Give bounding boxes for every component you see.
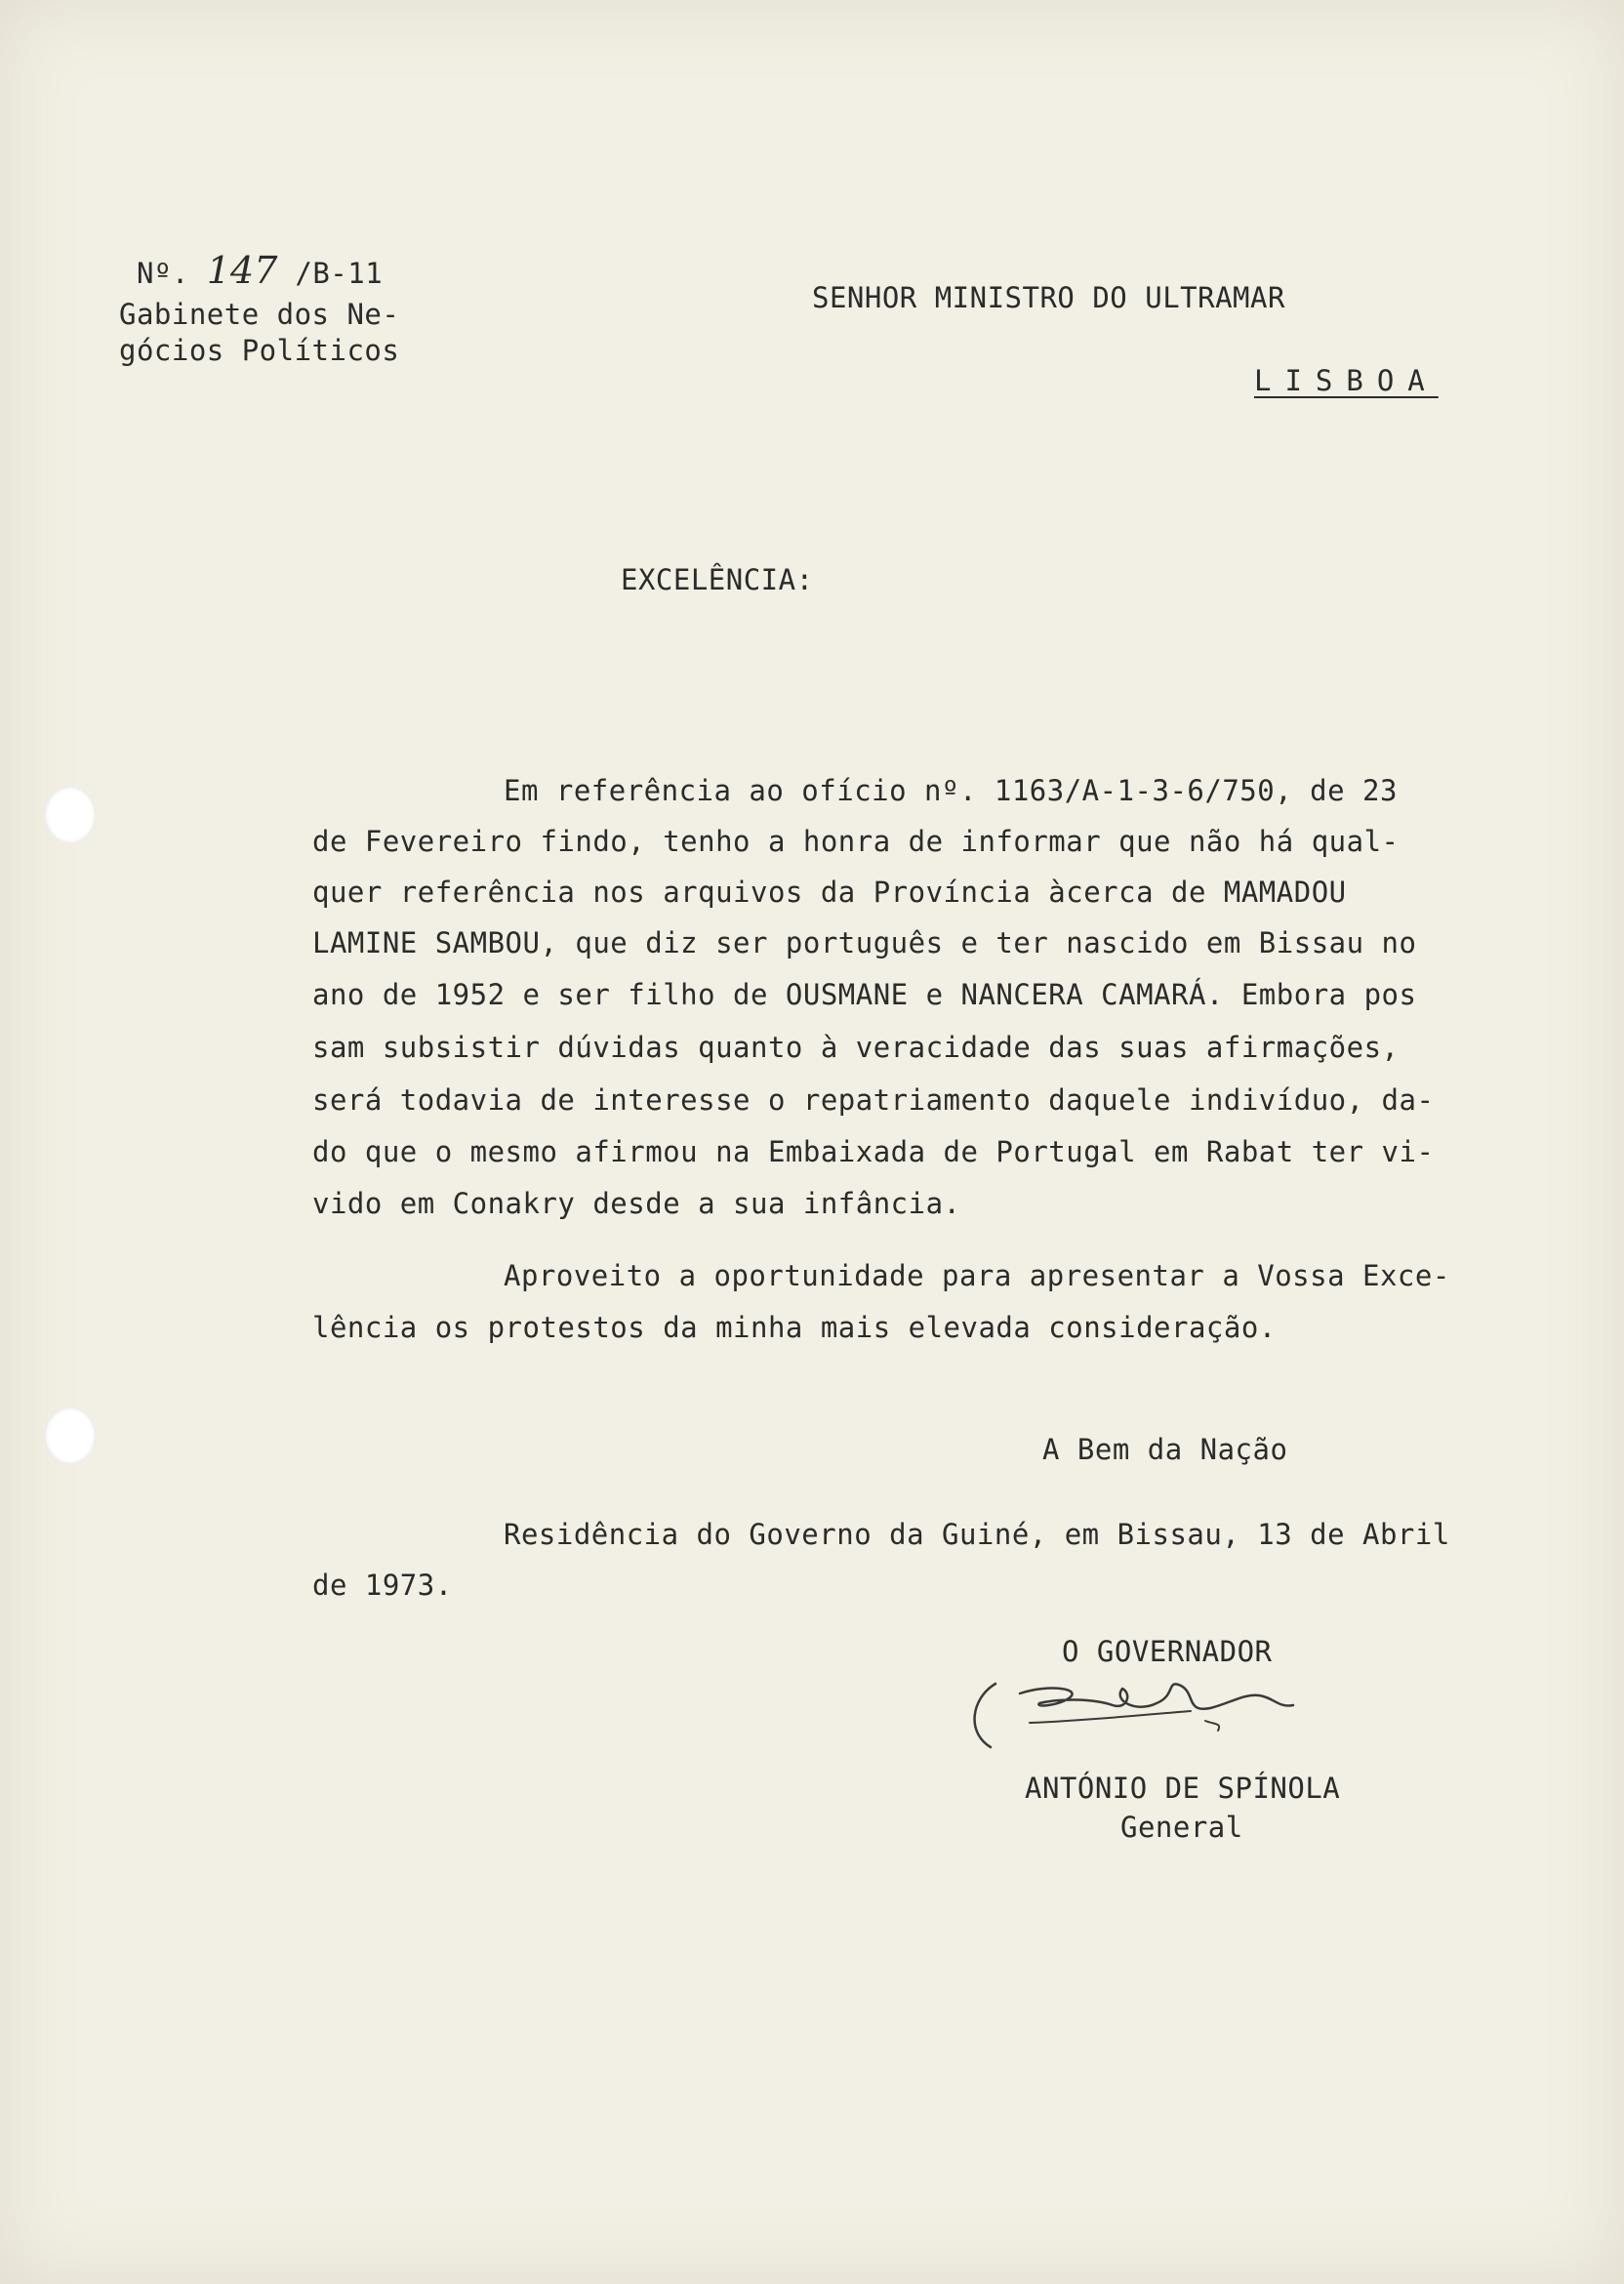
reference-suffix: /B-11 <box>295 257 384 290</box>
handwritten-signature <box>966 1654 1337 1762</box>
body-line: Em referência ao ofício nº. 1163/A-1-3-6/750, de 23 <box>504 774 1398 807</box>
department-line-1: Gabinete dos Ne- <box>119 298 400 331</box>
punch-hole-bottom <box>45 1407 96 1464</box>
salutation: EXCELÊNCIA: <box>621 563 814 596</box>
body-line: do que o mesmo afirmou na Embaixada de Portugal em Rabat ter vi- <box>312 1135 1435 1168</box>
body-line: LAMINE SAMBOU, que diz ser português e ter nascido em Bissau no <box>312 926 1417 959</box>
signatory-role: O GOVERNADOR <box>1062 1635 1273 1668</box>
body-line: será todavia de interesse o repatriamento daquele indivíduo, da- <box>312 1083 1435 1117</box>
addressee-city: LISBOA <box>1254 364 1439 397</box>
place-date-line-2: de 1973. <box>312 1569 453 1602</box>
body-line: Aproveito a oportunidade para apresentar a Vossa Exce- <box>504 1259 1450 1292</box>
reference-number <box>137 249 383 292</box>
signatory-name: ANTÓNIO DE SPÍNOLA <box>1025 1772 1341 1805</box>
body-line: vido em Conakry desde a sua infância. <box>312 1187 961 1220</box>
body-line: lência os protestos da minha mais elevada consideração. <box>312 1311 1277 1344</box>
body-line: ano de 1952 e ser filho de OUSMANE e NANCERA CAMARÁ. Embora pos <box>312 978 1417 1011</box>
reference-prefix: Nº. <box>137 257 189 290</box>
punch-hole-top <box>45 787 96 843</box>
place-date-line-1: Residência do Governo da Guiné, em Bissau, 13 de Abril <box>504 1518 1450 1551</box>
department-line-2: gócios Políticos <box>119 334 400 367</box>
addressee-title: SENHOR MINISTRO DO ULTRAMAR <box>812 281 1285 314</box>
body-line: de Fevereiro findo, tenho a honra de informar que não há qual- <box>312 825 1400 858</box>
body-line: quer referência nos arquivos da Província àcerca de MAMADOU <box>312 876 1347 909</box>
reference-handwritten-number: 147 <box>206 249 278 292</box>
signatory-rank: General <box>1120 1811 1243 1844</box>
closing-motto: A Bem da Nação <box>1042 1433 1288 1466</box>
body-line: sam subsistir dúvidas quanto à veracidade das suas afirmações, <box>312 1031 1400 1064</box>
